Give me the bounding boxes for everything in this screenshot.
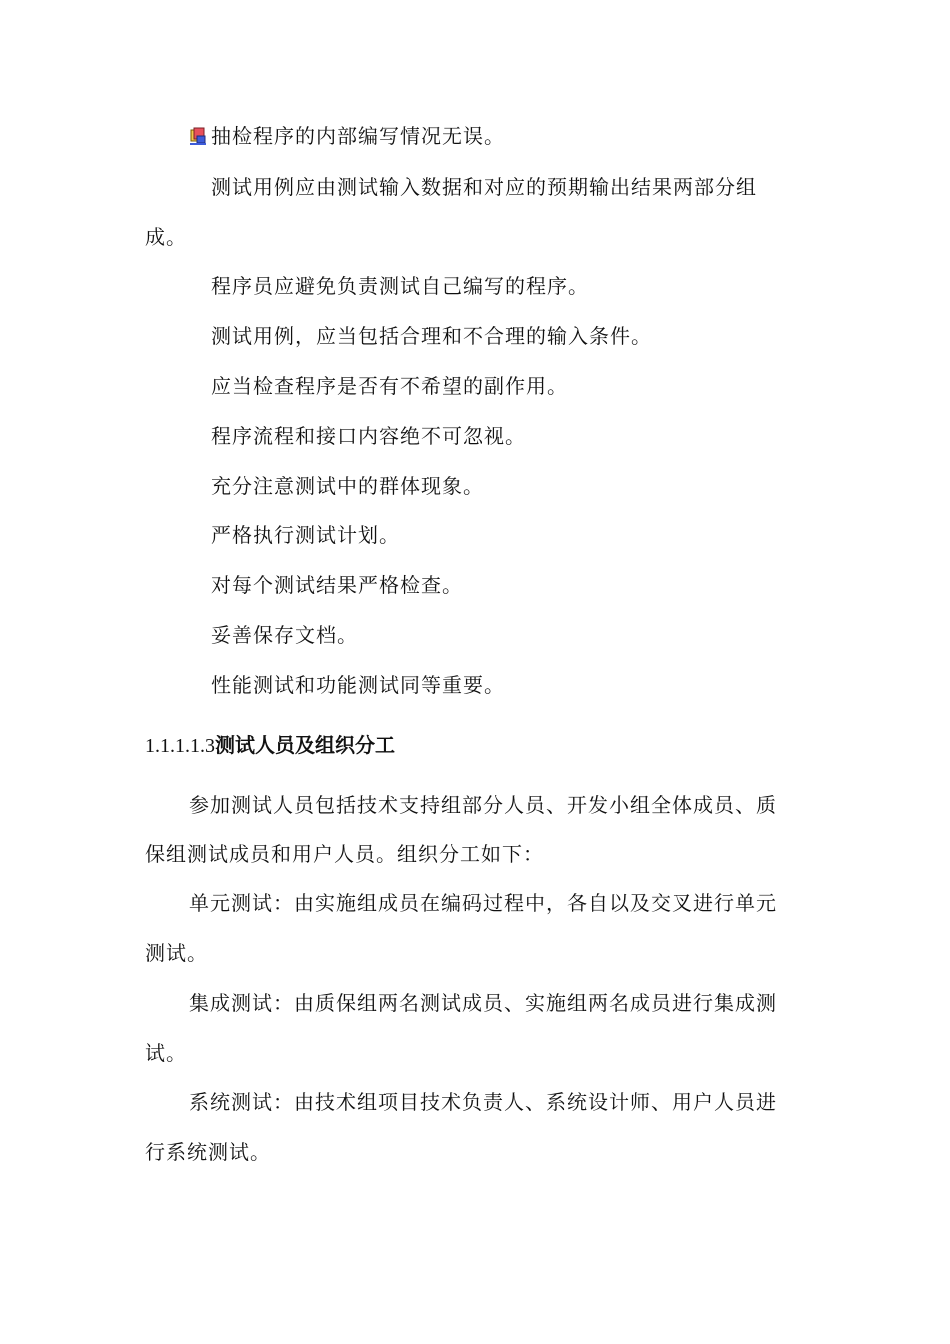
principle-5: 程序流程和接口内容绝不可忽视。 bbox=[211, 424, 526, 448]
principle-6: 充分注意测试中的群体现象。 bbox=[211, 474, 484, 498]
unit-test-line-1: 单元测试：由实施组成员在编码过程中，各自以及交叉进行单元 bbox=[189, 891, 777, 915]
section-number: 1.1.1.1.3 bbox=[145, 735, 215, 757]
principle-4: 应当检查程序是否有不希望的副作用。 bbox=[211, 374, 568, 398]
principle-3: 测试用例，应当包括合理和不合理的输入条件。 bbox=[211, 324, 652, 348]
principle-1-line-2: 成。 bbox=[145, 225, 187, 249]
principle-9: 妥善保存文档。 bbox=[211, 623, 358, 647]
bullet-item-text: 抽检程序的内部编写情况无误。 bbox=[211, 124, 505, 148]
section-title: 测试人员及组织分工 bbox=[215, 733, 395, 757]
system-test-line-1: 系统测试：由技术组项目技术负责人、系统设计师、用户人员进 bbox=[189, 1090, 777, 1114]
document-bullet-icon bbox=[189, 127, 209, 147]
integration-test-line-2: 试。 bbox=[145, 1041, 187, 1065]
intro-line-1: 参加测试人员包括技术支持组部分人员、开发小组全体成员、质 bbox=[189, 793, 777, 817]
system-test-line-2: 行系统测试。 bbox=[145, 1140, 271, 1164]
integration-test-line-1: 集成测试：由质保组两名测试成员、实施组两名成员进行集成测 bbox=[189, 991, 777, 1015]
principle-2: 程序员应避免负责测试自己编写的程序。 bbox=[211, 274, 589, 298]
principle-8: 对每个测试结果严格检查。 bbox=[211, 573, 463, 597]
principle-7: 严格执行测试计划。 bbox=[211, 523, 400, 547]
section-heading bbox=[145, 733, 395, 758]
principle-1-line-1: 测试用例应由测试输入数据和对应的预期输出结果两部分组 bbox=[211, 175, 757, 199]
intro-line-2: 保组测试成员和用户人员。组织分工如下： bbox=[145, 842, 544, 866]
principle-10: 性能测试和功能测试同等重要。 bbox=[211, 673, 505, 697]
unit-test-line-2: 测试。 bbox=[145, 941, 208, 965]
